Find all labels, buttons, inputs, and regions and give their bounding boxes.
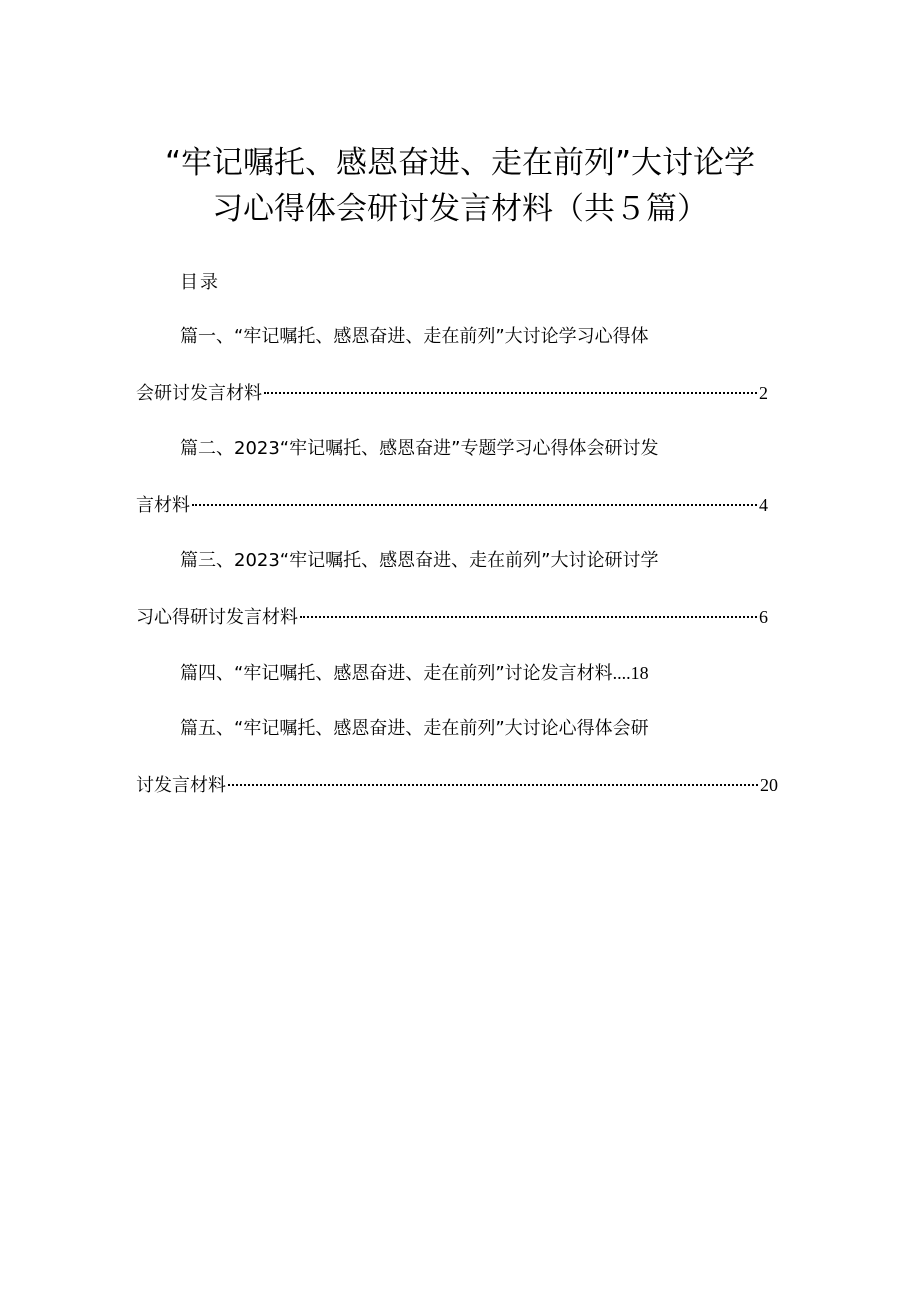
toc-entry-2-line1[interactable]: 篇二、2023“牢记嘱托、感恩奋进”专题学习心得体会研讨发 xyxy=(180,438,659,459)
toc-entry-4-line1[interactable] xyxy=(180,659,649,688)
toc-entry-1-line1[interactable]: 篇一、“牢记嘱托、感恩奋进、走在前列”大讨论学习心得体 xyxy=(180,326,649,347)
document-title-line2: 习心得体会研讨发言材料（共５篇） xyxy=(212,191,708,227)
toc-entry-3-page: 6 xyxy=(759,607,768,627)
toc-entry-5-page: 20 xyxy=(760,775,778,795)
document-title-line1: “牢记嘱托、感恩奋进、走在前列”大讨论学 xyxy=(164,145,756,181)
toc-heading: 目录 xyxy=(180,272,220,293)
toc-entry-3-line1[interactable]: 篇三、2023“牢记嘱托、感恩奋进、走在前列”大讨论研讨学 xyxy=(180,550,659,571)
toc-leader-dots xyxy=(300,616,757,618)
toc-entry-4-page: 18 xyxy=(630,663,649,683)
toc-entry-2-text: 言材料 xyxy=(136,495,190,516)
toc-entry-1-page: 2 xyxy=(759,383,768,403)
toc-entry-2-page: 4 xyxy=(759,495,768,515)
toc-leader-dots xyxy=(192,504,757,506)
toc-entry-1-text: 会研讨发言材料 xyxy=(136,383,262,404)
toc-entry-4-leader: .... xyxy=(612,663,631,683)
toc-entry-2-line2[interactable] xyxy=(136,491,768,520)
toc-entry-3-text: 习心得研讨发言材料 xyxy=(136,607,298,628)
toc-entry-4-text: 篇四、“牢记嘱托、感恩奋进、走在前列”讨论发言材料 xyxy=(180,663,613,684)
toc-entry-5-line2[interactable] xyxy=(136,771,778,800)
toc-leader-dots xyxy=(228,784,758,786)
toc-entry-3-line2[interactable] xyxy=(136,603,768,632)
toc-entry-5-line1[interactable]: 篇五、“牢记嘱托、感恩奋进、走在前列”大讨论心得体会研 xyxy=(180,718,649,739)
toc-leader-dots xyxy=(264,392,757,394)
toc-entry-1-line2[interactable] xyxy=(136,379,768,408)
toc-entry-5-text: 讨发言材料 xyxy=(136,775,226,796)
